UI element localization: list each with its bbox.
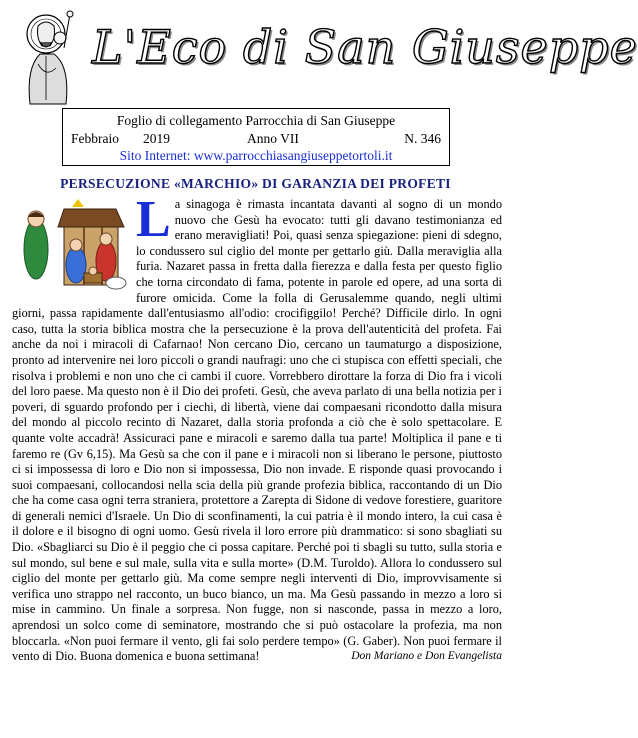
signature: Don Mariano e Don Evangelista	[351, 650, 502, 663]
masthead	[0, 0, 638, 108]
article-text: a sinagoga è rimasta incantata davanti al sogno di un mondo nuovo che Gesù ha evocato: tutti gli davano testimonianza ed erano meravigliati! Poi, quasi senza spiegazione: pieni di sdegno, lo condussero sul ciglio del monte per gettarlo giù. Dalla meraviglia alla furia. Nazaret passa in fretta dalla fierezza e dalla festa per questo figlio che torna circondato di fama, potente in parole ed opere, ad una sorta di furore omicida. Come la folla di Gerusalemme quando, negli ultimi giorni, passa rapidamente dall'entusiasmo all'odio: crocifiggilo! Perché? Difficile dirlo. In ogni caso, tutta la storia biblica mostra che la persecuzione è la prova dell'autenticità del profeta. Fai anche da noi i miracoli di Cafarnao! Non cercano Dio, cercano un taumaturgo a disposizione, pronto ad intervenire nei loro piccoli o grandi naufragi: uno che ci stupisca con effetti speciali, che risolva i problemi e non uno che ci cambi il cuore. Vorrebbero dirottare la forza di Dio fra i vicoli del loro paese. Ma questo non è il Dio dei profeti. Gesù, che aveva parlato di una bella notizia per i poveri, di sguardo profondo per i ciechi, di libertà, viene dai compaesani ricondotto dalla misura del mondo al piccolo recinto di Nazaret, dalla storia profonda a ciò che è solo spettacolare. E quante volte accadrà! Assicuraci pane e miracoli e saremo dalla tua parte! Moltiplica il pane e ti faremo re (Gv 6,15). Ma Gesù sa che con il pane e i miracoli non si liberano le persone, piuttosto ci si impossessa di loro e Dio non si impossessa, Dio non invade. E risponde quasi provocando i suoi compaesani, collocandosi nella scia della più grande profezia biblica, raccontando di un Dio che ha come casa ogni terra straniera, protettore a Zarepta di Sidone di vedove forestiere, guaritore di generali nemici d'Israele. Un Dio di sconfinamenti, la cui patria è il mondo intero, la cui casa è il dolore e il bisogno di ogni uomo. Gesù rivela il loro errore più drammatico: si sono sbagliati su Dio. «Sbagliarci su Dio è il peggio che ci possa capitare. Perché poi ti sbagli su tutto, sulla storia e sul mondo, sul bene e sul male, sulla vita e sulla morte» (D.M. Turoldo). Allora lo condussero sul ciglio del monte per gettarlo giù. Ma come sempre negli interventi di Dio, improvvisamente si verifica uno strappo nel racconto, un buco bianco, un ma. Ma Gesù passando in mezzo a loro si mise in cammino. Un finale a sorpresa. Non fugge, non si nasconde, passa in mezzo a loro, aprendosi un solco come di seminatore, mostrando che si può ostacolare la profezia, ma non bloccarla. «Non puoi fermare il vento, gli fai solo perdere tempo» (G. Gaber). Non puoi fermare il vento di Dio. Buona domenica e buona settimana!	[12, 197, 502, 664]
info-box	[62, 108, 450, 166]
newsletter-title: L'Eco di San Giuseppe	[92, 20, 638, 74]
parish-subtitle: Foglio di collegamento Parrocchia di San Giuseppe	[116, 113, 396, 128]
article-body	[12, 191, 502, 733]
issue-volume: Anno VII	[247, 131, 299, 146]
issue-year: 2019	[143, 131, 170, 146]
nativity-scene-icon	[12, 199, 130, 293]
issue-number: N. 346	[404, 131, 441, 146]
issue-month: Febbraio	[71, 131, 119, 146]
drop-cap: L	[136, 191, 171, 248]
website-link[interactable]: Sito Internet: www.parrocchiasangiuseppetortoli.it	[119, 148, 393, 163]
saint-joseph-portrait-icon	[16, 8, 80, 106]
article-headline: PERSECUZIONE «MARCHIO» DI GARANZIA DEI PROFETI	[60, 176, 451, 191]
